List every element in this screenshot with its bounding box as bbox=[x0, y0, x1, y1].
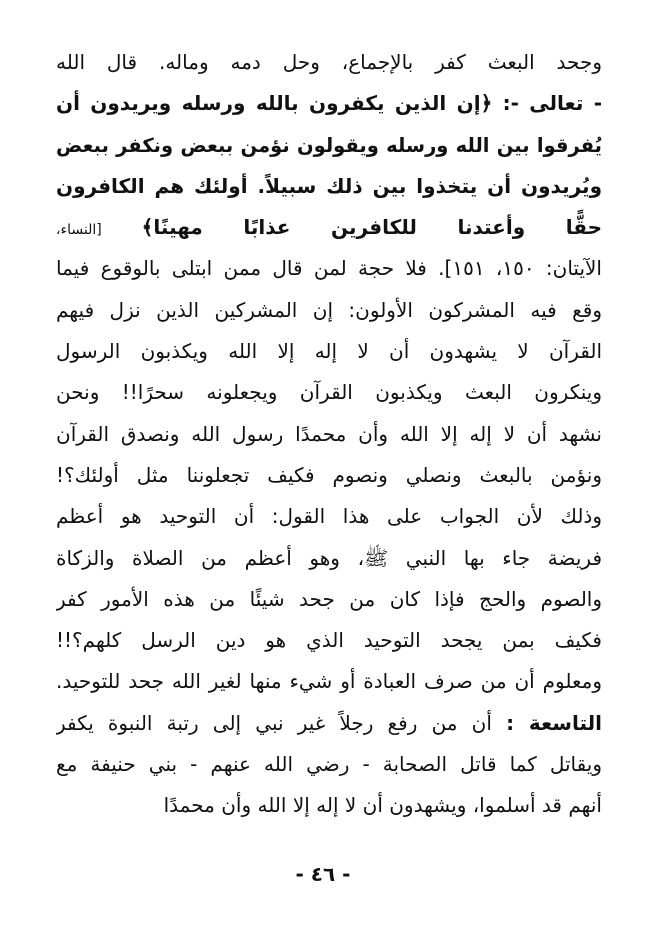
text-line-8: القرآن لا يشهدون أن لا إله إلا الله ويكذبون الرسول bbox=[56, 339, 602, 364]
text-line-14: والصوم والحج فإذا كان من جحد شيئًا من هذه الأمور كفر bbox=[56, 586, 602, 611]
page-body bbox=[56, 42, 602, 827]
page-number: - ٤٦ - bbox=[295, 862, 351, 886]
text-line-17 bbox=[56, 703, 602, 744]
text-line-15: فكيف بمن يجحد التوحيد الذي هو دين الرسل كلهم؟!! bbox=[56, 628, 602, 653]
text-line-2: - تعالى -: ﴿إن الذين يكفرون بالله ورسله ويريدون أن bbox=[56, 91, 602, 116]
text-line-3: يُفرقوا بين الله ورسله ويقولون نؤمن ببعض ونكفر ببعض bbox=[56, 133, 602, 157]
text-line-10: نشهد أن لا إله إلا الله وأن محمدًا رسول الله ونصدق القرآن bbox=[56, 421, 602, 446]
text-line-5 bbox=[56, 207, 602, 248]
text-line-17-body: أن من رفع رجلاً غير نبي إلى رتبة النبوة يكفر bbox=[56, 710, 492, 735]
text-line-6: الآيتان: ١٥٠، ١٥١]. فلا حجة لمن قال ممن ابتلى بالوقوع فيما bbox=[56, 256, 602, 281]
text-line-11: ونؤمن بالبعث ونصلي ونصوم فكيف تجعلوننا مثل أولئك؟! bbox=[56, 462, 602, 487]
text-line-1: وجحد البعث كفر بالإجماع، وحل دمه وماله. قال الله bbox=[56, 50, 602, 74]
text-line-18: ويقاتل كما قاتل الصحابة - رضي الله عنهم - بني حنيفة مع bbox=[56, 752, 602, 777]
text-line-4: ويُريدون أن يتخذوا بين ذلك سبيلاً. أولئك هم الكافرون bbox=[56, 173, 602, 198]
text-line-19: أنهم قد أسلموا، ويشهدون أن لا إله إلا الله وأن محمدًا bbox=[163, 793, 602, 818]
citation: [النساء، bbox=[56, 222, 102, 239]
text-line-13: فريضة جاء بها النبي ﷺ، وهو أعظم من الصلاة والزكاة bbox=[56, 545, 602, 570]
text-line-16: ومعلوم أن من صرف العبادة أو شيء منها لغير الله جحد للتوحيد. bbox=[56, 669, 602, 694]
text-line-12: وذلك لأن الجواب على هذا القول: أن التوحيد هو أعظم bbox=[56, 504, 602, 529]
section-label: التاسعة : bbox=[506, 710, 602, 735]
text-line-9: وينكرون البعث ويكذبون القرآن ويجعلونه سحرًا!! ونحن bbox=[56, 380, 602, 405]
verse-end: حقًّا وأعتدنا للكافرين عذابًا مهينًا﴾ bbox=[141, 215, 602, 240]
text-line-7: وقع فيه المشركون الأولون: إن المشركين الذين نزل فيهم bbox=[56, 297, 602, 322]
